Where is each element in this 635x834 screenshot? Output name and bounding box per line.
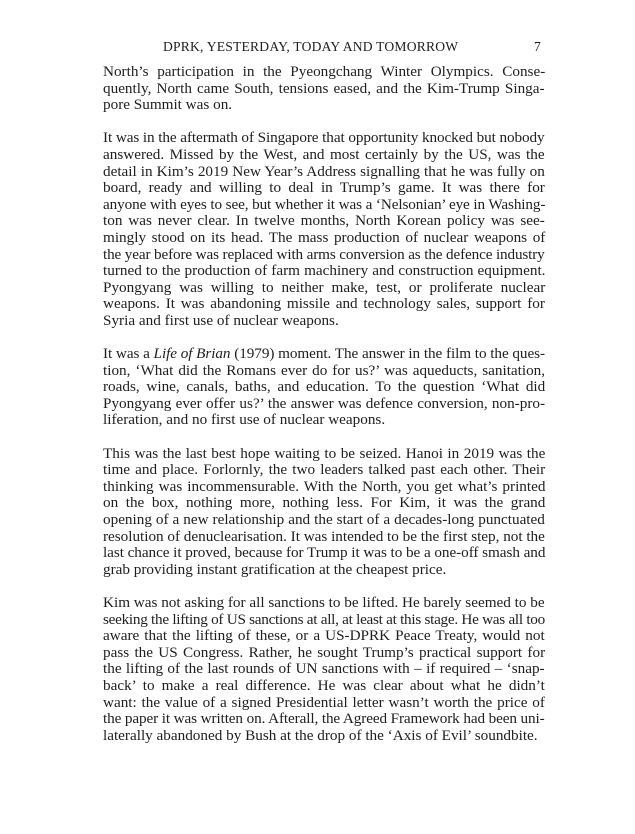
text-line: North’s participation in the Pyeongchang Winter Olympics. Conse- (103, 63, 546, 80)
text-line: ton was never clear. In twelve months, North Korean policy was see- (103, 212, 545, 230)
paragraph-5 (103, 595, 545, 744)
paragraph-1 (103, 64, 545, 114)
text-line: weapons. It was abandoning missile and technology sales, support for (103, 295, 545, 313)
text-line: time and place. Forlornly, the two leaders talked past each other. Their (103, 461, 546, 479)
text-line: Syria and first use of nuclear weapons. (103, 311, 339, 329)
text-line: pass the US Congress. Rather, he sought Trump’s practical support for (103, 643, 546, 661)
text-line: laterally abandoned by Bush at the drop of the ‘Axis of Evil’ soundbite. (103, 726, 538, 744)
line-segment: It was a (103, 345, 154, 363)
text-line: turned to the production of farm machinery and construction equipment. (103, 262, 546, 280)
text-line: This was the last best hope waiting to be seized. Hanoi in 2019 was the (103, 444, 546, 462)
text-line: on the box, nothing more, nothing less. For Kim, it was the grand (103, 494, 546, 512)
body-text (103, 64, 545, 761)
text-line: board, ready and willing to deal in Trump’s game. It was there for (103, 179, 545, 197)
text-line: last chance it proved, because for Trump it was to be a one-off smash and (103, 544, 546, 562)
text-line: mingly stood on its head. The mass production of nuclear weapons of (103, 228, 546, 246)
text-line: Pyongyang was willing to neither make, test, or proliferate nuclear (103, 278, 546, 296)
paragraph-2 (103, 130, 545, 329)
text-line: Pyongyang ever offer us?’ the answer was defence conversion, non-pro- (103, 394, 546, 412)
text-line: answered. Missed by the West, and most certainly by the US, was the (103, 145, 545, 163)
text-line: the paper it was written on. Afterall, the Agreed Framework had been uni- (103, 710, 545, 728)
text-line: seeking the lifting of US sanctions at all, at least at this stage. He was all too (103, 610, 545, 628)
text-line: opening of a new relationship and the start of a decades-long punctuated (103, 511, 545, 529)
paragraph-3 (103, 346, 545, 429)
text-line: Kim was not asking for all sanctions to be lifted. He barely seemed to be (103, 594, 545, 611)
running-head (103, 39, 545, 57)
text-line: want: the value of a signed Presidential letter wasn’t worth the price of (103, 693, 545, 711)
text-line: the year before was replaced with arms conversion as the defence industry (103, 245, 545, 263)
paragraph-4 (103, 446, 545, 579)
text-line: pore Summit was on. (103, 96, 233, 114)
text-line: quently, North came South, tensions eased, and the Kim-Trump Singa- (103, 79, 545, 97)
text-line: tion, ‘What did the Romans ever do for us?’ was aqueducts, sanitation, (103, 361, 546, 379)
page-number: 7 (534, 39, 541, 54)
running-head-title: DPRK, YESTERDAY, TODAY AND TOMORROW (163, 39, 459, 54)
text-line: back’ to make a real difference. He was clear about what he didn’t (103, 676, 545, 694)
film-title-italic: Life of Brian (153, 345, 231, 363)
text-line: roads, wine, canals, baths, and education. To the question ‘What did (103, 378, 546, 396)
text-line: grab providing instant gratification at the cheapest price. (103, 560, 447, 578)
text-line: the lifting of the last rounds of UN sanctions with – if required – ‘snap- (103, 660, 545, 678)
text-line (103, 346, 545, 363)
line-segment: (1979) moment. The answer in the film to the ques- (230, 345, 545, 363)
text-line: thinking was incommensurable. With the North, you get what’s printed (103, 477, 546, 495)
text-line: aware that the lifting of these, or a US-DPRK Peace Treaty, would not (103, 627, 545, 645)
text-line: liferation, and no first use of nuclear weapons. (103, 411, 386, 429)
text-line: resolution of denuclearisation. It was intended to be the first step, not the (103, 527, 545, 545)
text-line: detail in Kim’s 2019 New Year’s Address signalling that he was fully on (103, 162, 545, 180)
text-line: anyone with eyes to see, but whether it was a ‘Nelsonian’ eye in Washing- (103, 195, 546, 213)
text-line: It was in the aftermath of Singapore that opportunity knocked but nobody (103, 129, 545, 147)
